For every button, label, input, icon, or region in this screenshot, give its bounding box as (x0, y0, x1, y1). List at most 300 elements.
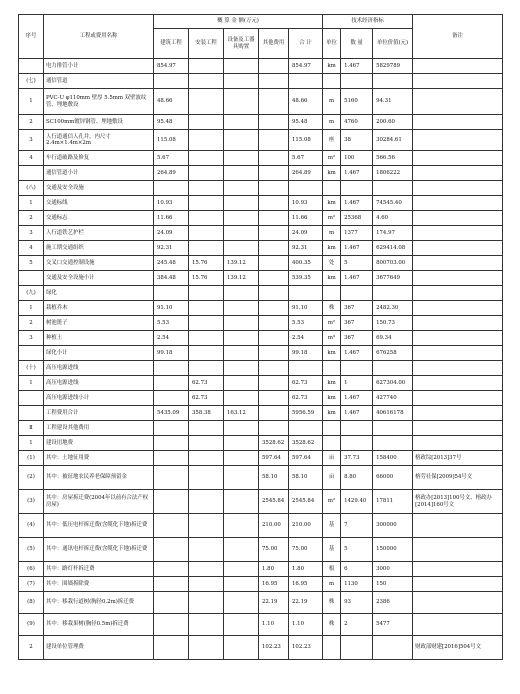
cell-construction: 24.09 (154, 226, 189, 241)
cell-construction: 384.48 (154, 271, 189, 286)
cell-construction (154, 466, 189, 490)
cell-qty (341, 421, 373, 436)
table-row (19, 316, 503, 331)
cell-remark (413, 577, 503, 592)
cell-other: 3528.62 (259, 436, 289, 451)
cell-unit-value: 800703.00 (373, 256, 413, 271)
cell-equipment (224, 421, 259, 436)
cell-total: 62.73 (289, 376, 323, 391)
table-row (19, 361, 503, 376)
cell-total: 854.97 (289, 59, 323, 74)
cell-install (189, 151, 224, 166)
cell-seq: 3 (19, 331, 44, 346)
cell-name: 交通标志 (44, 211, 154, 226)
table-row (19, 301, 503, 316)
cell-construction: 11.66 (154, 211, 189, 226)
cell-install: 62.73 (189, 391, 224, 406)
cell-remark (413, 74, 503, 89)
cell-total: 115.08 (289, 130, 323, 151)
cell-other (259, 301, 289, 316)
cell-construction (154, 361, 189, 376)
cell-unit: m² (323, 316, 341, 331)
cell-install (189, 226, 224, 241)
cell-other (259, 331, 289, 346)
table-row (19, 346, 503, 361)
cell-unit-value: 150 (373, 577, 413, 592)
cell-name: 其中：被征地农民养老保障预留金 (44, 466, 154, 490)
cell-unit: 亩 (323, 451, 341, 466)
table-row (19, 181, 503, 196)
cell-name: 通信管道 (44, 74, 154, 89)
table-row (19, 562, 503, 577)
cell-name: 施工期交通组织 (44, 241, 154, 256)
cell-install: 15.76 (189, 256, 224, 271)
cell-unit-value: 5477 (373, 614, 413, 636)
cell-unit: 基 (323, 538, 341, 562)
cell-other (259, 130, 289, 151)
cell-seq: (6) (19, 562, 44, 577)
cell-seq (19, 406, 44, 421)
cell-other (259, 151, 289, 166)
cell-unit: 株 (323, 592, 341, 614)
cell-seq (19, 166, 44, 181)
cell-construction: 2.54 (154, 331, 189, 346)
cell-total: 1.80 (289, 562, 323, 577)
cell-remark (413, 211, 503, 226)
cell-construction: 5435.09 (154, 406, 189, 421)
cell-remark (413, 406, 503, 421)
cell-equipment (224, 226, 259, 241)
cell-seq: (1) (19, 451, 44, 466)
cell-total: 539.35 (289, 271, 323, 286)
cell-unit: km (323, 406, 341, 421)
cell-other: 597.64 (259, 451, 289, 466)
cell-remark (413, 421, 503, 436)
cell-install: 15.76 (189, 271, 224, 286)
cell-other (259, 226, 289, 241)
cell-qty: 100 (341, 151, 373, 166)
cell-install (189, 538, 224, 562)
cell-unit-value: 158400 (373, 451, 413, 466)
table-row (19, 59, 503, 74)
table-row (19, 490, 503, 514)
cell-seq: 1 (19, 89, 44, 115)
cell-unit: km (323, 376, 341, 391)
cell-unit: km (323, 241, 341, 256)
cell-qty: 367 (341, 301, 373, 316)
table-header (19, 15, 503, 59)
cell-remark (413, 181, 503, 196)
cell-unit: 株 (323, 614, 341, 636)
cell-install (189, 577, 224, 592)
cell-name: 绿化 (44, 286, 154, 301)
cell-remark (413, 166, 503, 181)
cell-construction (154, 490, 189, 514)
cell-unit-value (373, 421, 413, 436)
cell-other: 58.10 (259, 466, 289, 490)
cell-remark: 榕政办[2013]100号文、榕政办[2014]160号文 (413, 490, 503, 514)
cell-equipment: 139.12 (224, 271, 259, 286)
cell-install (189, 331, 224, 346)
cell-total: 5956.59 (289, 406, 323, 421)
cell-name: 其中：移栽果树(胸径0.5m)拆迁费 (44, 614, 154, 636)
cell-qty: 1.467 (341, 166, 373, 181)
cell-remark (413, 346, 503, 361)
cell-other (259, 59, 289, 74)
cell-seq (19, 59, 44, 74)
cell-unit: m² (323, 490, 341, 514)
cell-unit-value (373, 286, 413, 301)
cell-install (189, 346, 224, 361)
cell-equipment (224, 331, 259, 346)
table-row (19, 89, 503, 115)
table-row (19, 636, 503, 660)
cell-construction: 5.53 (154, 316, 189, 331)
cell-equipment (224, 241, 259, 256)
cell-name: 交通及安全设施 (44, 181, 154, 196)
cell-other: 16.95 (259, 577, 289, 592)
cell-qty: 5 (341, 256, 373, 271)
cell-construction: 10.93 (154, 196, 189, 211)
cell-equipment (224, 577, 259, 592)
cell-unit-value: 566.56 (373, 151, 413, 166)
cell-remark (413, 196, 503, 211)
cell-seq: 3 (19, 130, 44, 151)
header-total: 合 计 (289, 29, 323, 59)
cell-seq: (7) (19, 577, 44, 592)
header-name: 工程或费用名称 (44, 15, 154, 59)
cell-unit-value (373, 436, 413, 451)
cell-install (189, 490, 224, 514)
cell-other (259, 376, 289, 391)
table-row (19, 331, 503, 346)
header-unit: 单位 (323, 29, 341, 59)
cell-remark (413, 538, 503, 562)
cell-construction (154, 614, 189, 636)
cell-construction (154, 181, 189, 196)
cell-equipment (224, 636, 259, 660)
cell-qty: 1.467 (341, 391, 373, 406)
cell-equipment (224, 316, 259, 331)
cell-unit-value: 69.34 (373, 331, 413, 346)
cell-qty: 1.467 (341, 241, 373, 256)
cell-unit-value: 40616178 (373, 406, 413, 421)
cell-remark (413, 115, 503, 130)
cell-name: 其中：房屋拆迁费(2004年以前有合法产权房屋) (44, 490, 154, 514)
cell-name: 人行道通信人孔井，内尺寸2.4m×1.4m×2m (44, 130, 154, 151)
cell-name: 绿化小计 (44, 346, 154, 361)
cell-construction (154, 286, 189, 301)
cell-qty: 38 (341, 130, 373, 151)
cell-other (259, 286, 289, 301)
cell-equipment (224, 130, 259, 151)
cell-equipment (224, 211, 259, 226)
cell-equipment (224, 376, 259, 391)
cell-other: 1.10 (259, 614, 289, 636)
cell-total: 210.00 (289, 514, 323, 538)
cell-construction (154, 421, 189, 436)
cell-construction (154, 562, 189, 577)
cell-construction: 245.48 (154, 256, 189, 271)
cell-qty: 5160 (341, 89, 373, 115)
cell-install (189, 562, 224, 577)
cell-construction: 115.08 (154, 130, 189, 151)
cell-total (289, 74, 323, 89)
cell-unit-value (373, 181, 413, 196)
cell-name: 电力排管小计 (44, 59, 154, 74)
cell-unit (323, 436, 341, 451)
cell-qty (341, 286, 373, 301)
cell-other (259, 196, 289, 211)
cell-remark (413, 391, 503, 406)
cell-install (189, 59, 224, 74)
table-row (19, 466, 503, 490)
cell-seq: (七) (19, 74, 44, 89)
table-row (19, 130, 503, 151)
cell-install (189, 451, 224, 466)
cell-total: 48.66 (289, 89, 323, 115)
cell-other: 2545.84 (259, 490, 289, 514)
cell-name: 车行道破路及修复 (44, 151, 154, 166)
cell-total: 5.53 (289, 316, 323, 331)
cell-total: 2.54 (289, 331, 323, 346)
cell-equipment (224, 391, 259, 406)
cell-total: 400.35 (289, 256, 323, 271)
cell-qty: 1.467 (341, 196, 373, 211)
cell-qty: 93 (341, 592, 373, 614)
cell-construction: 95.48 (154, 115, 189, 130)
cell-name: 交通及安全设施小计 (44, 271, 154, 286)
cell-seq (19, 346, 44, 361)
cell-other (259, 241, 289, 256)
cell-remark (413, 130, 503, 151)
header-install: 安装工程 (189, 29, 224, 59)
cell-name: SC100mm镀锌钢管、埋地敷设 (44, 115, 154, 130)
cell-seq: 2 (19, 211, 44, 226)
header-indicator-group: 技术经济指标 (323, 15, 413, 29)
cell-install (189, 286, 224, 301)
cell-seq: 3 (19, 226, 44, 241)
cell-construction (154, 577, 189, 592)
cell-qty: 7 (341, 514, 373, 538)
cell-equipment (224, 451, 259, 466)
cell-remark: 榕劳社保[2009]54号文 (413, 466, 503, 490)
cell-install (189, 181, 224, 196)
cell-qty: 1377 (341, 226, 373, 241)
cell-unit-value: 3000 (373, 562, 413, 577)
table-row (19, 151, 503, 166)
cell-remark (413, 614, 503, 636)
cell-total: 24.09 (289, 226, 323, 241)
cell-unit: m (323, 89, 341, 115)
cell-qty: 6 (341, 562, 373, 577)
header-unit-value: 单位价值(元) (373, 29, 413, 59)
cell-name: 高压电源进线 (44, 361, 154, 376)
cell-remark (413, 226, 503, 241)
cell-construction: 91.10 (154, 301, 189, 316)
cell-equipment (224, 166, 259, 181)
cell-name: 栽植乔木 (44, 301, 154, 316)
cell-unit (323, 286, 341, 301)
cell-equipment (224, 115, 259, 130)
cell-unit-value (373, 361, 413, 376)
cell-name: 树池篦子 (44, 316, 154, 331)
table-row (19, 286, 503, 301)
cell-remark: 榕政综[2013]37号 (413, 451, 503, 466)
cell-seq: 1 (19, 301, 44, 316)
table-row (19, 115, 503, 130)
cell-name: 种植土 (44, 331, 154, 346)
cell-seq: Ⅱ (19, 421, 44, 436)
cell-construction (154, 538, 189, 562)
cell-total: 102.23 (289, 636, 323, 660)
cell-other (259, 115, 289, 130)
table-row (19, 406, 503, 421)
cell-equipment (224, 490, 259, 514)
cell-total: 99.18 (289, 346, 323, 361)
header-equipment: 设备及工器具购置 (224, 29, 259, 59)
cell-seq: (9) (19, 614, 44, 636)
cell-name: 其中：路灯杆拆迁费 (44, 562, 154, 577)
cell-name: 通信管道小计 (44, 166, 154, 181)
cell-seq (19, 271, 44, 286)
cell-name: 其中：围墙拆除费 (44, 577, 154, 592)
cell-other (259, 211, 289, 226)
cell-other (259, 316, 289, 331)
cell-unit-value: 5829789 (373, 59, 413, 74)
cell-total: 62.73 (289, 391, 323, 406)
cell-total: 597.64 (289, 451, 323, 466)
cell-name: 其中：低压电杆拆迁费(含缆化下地)拆迁费 (44, 514, 154, 538)
cell-total: 10.93 (289, 196, 323, 211)
cell-unit-value: 2386 (373, 592, 413, 614)
cell-equipment (224, 89, 259, 115)
cell-seq: 4 (19, 151, 44, 166)
cell-install (189, 74, 224, 89)
cell-remark (413, 256, 503, 271)
cell-total: 92.31 (289, 241, 323, 256)
cell-unit: 座 (323, 130, 341, 151)
cell-name: 高压电源进线 (44, 376, 154, 391)
cell-total: 5.67 (289, 151, 323, 166)
cell-unit-value: 1806222 (373, 166, 413, 181)
cell-qty: 2 (341, 614, 373, 636)
cell-construction (154, 451, 189, 466)
cell-install (189, 316, 224, 331)
cell-install (189, 361, 224, 376)
cell-unit (323, 74, 341, 89)
cell-equipment (224, 74, 259, 89)
table-row (19, 577, 503, 592)
cell-install (189, 130, 224, 151)
cell-equipment (224, 592, 259, 614)
cell-other (259, 391, 289, 406)
cell-seq: 2 (19, 316, 44, 331)
cell-construction (154, 436, 189, 451)
cell-qty (341, 636, 373, 660)
cell-qty (341, 361, 373, 376)
cell-install (189, 89, 224, 115)
cell-seq: 4 (19, 241, 44, 256)
cell-unit: 亩 (323, 466, 341, 490)
cell-qty: 1.467 (341, 59, 373, 74)
cell-remark (413, 286, 503, 301)
cell-unit-value: 17811 (373, 490, 413, 514)
cell-unit-value: 3677649 (373, 271, 413, 286)
cell-other (259, 421, 289, 436)
cell-equipment (224, 466, 259, 490)
cell-total: 16.95 (289, 577, 323, 592)
cell-qty: 367 (341, 331, 373, 346)
cell-construction (154, 514, 189, 538)
cell-total: 22.19 (289, 592, 323, 614)
cell-unit-value: 676258 (373, 346, 413, 361)
cell-total: 91.10 (289, 301, 323, 316)
cell-unit-value: 66000 (373, 466, 413, 490)
cell-unit (323, 361, 341, 376)
cell-unit-value: 94.31 (373, 89, 413, 115)
cell-construction (154, 391, 189, 406)
header-remark: 备注 (413, 15, 503, 59)
cell-remark (413, 89, 503, 115)
cell-unit-value: 4.60 (373, 211, 413, 226)
cell-other (259, 406, 289, 421)
cell-unit: 株 (323, 301, 341, 316)
table-row (19, 166, 503, 181)
cell-name: PVC-U φ110mm 壁厚 5.5mm 双壁波纹管、埋地敷设 (44, 89, 154, 115)
cell-other: 22.19 (259, 592, 289, 614)
cell-qty: 4760 (341, 115, 373, 130)
cell-construction: 5.67 (154, 151, 189, 166)
table-row (19, 226, 503, 241)
cell-remark (413, 514, 503, 538)
table-row (19, 196, 503, 211)
cell-other: 102.23 (259, 636, 289, 660)
cell-unit: km (323, 166, 341, 181)
cell-install (189, 592, 224, 614)
cell-install: 62.73 (189, 376, 224, 391)
cell-unit (323, 181, 341, 196)
cell-unit: km (323, 391, 341, 406)
cell-name: 高压电源进线小计 (44, 391, 154, 406)
cell-other: 75.00 (259, 538, 289, 562)
cell-remark (413, 271, 503, 286)
cell-unit (323, 636, 341, 660)
cell-name: 其中：土地征用费 (44, 451, 154, 466)
cell-equipment (224, 301, 259, 316)
cell-install (189, 466, 224, 490)
cell-construction (154, 74, 189, 89)
cell-install (189, 241, 224, 256)
cell-seq: 5 (19, 256, 44, 271)
cell-name: 工程建设其他费用 (44, 421, 154, 436)
cell-unit-value: 427740 (373, 391, 413, 406)
cell-seq: (8) (19, 592, 44, 614)
cell-unit: 处 (323, 256, 341, 271)
cell-remark (413, 301, 503, 316)
table-row (19, 241, 503, 256)
cell-construction: 92.31 (154, 241, 189, 256)
cell-install (189, 115, 224, 130)
cell-name: 交通标线 (44, 196, 154, 211)
cell-remark (413, 151, 503, 166)
cell-total (289, 421, 323, 436)
cell-remark (413, 436, 503, 451)
cell-seq: 1 (19, 196, 44, 211)
cell-construction (154, 636, 189, 660)
cell-other (259, 74, 289, 89)
cell-other (259, 346, 289, 361)
